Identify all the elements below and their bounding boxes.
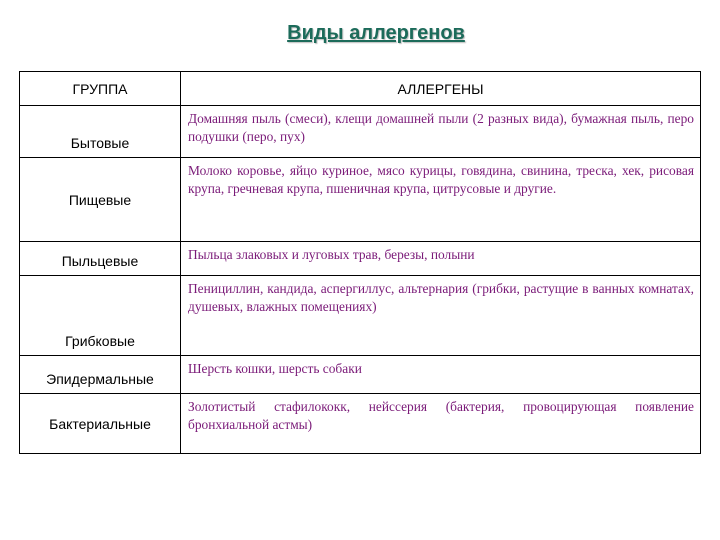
allergens-cell: Золотистый стафилококк, нейссерия (бактерия, провоцирующая появление бронхиальной астмы) [181, 394, 701, 454]
header-group: ГРУППА [20, 72, 181, 106]
table-row [20, 394, 701, 454]
allergens-cell: Пыльца злаковых и луговых трав, березы, полыни [181, 242, 701, 276]
allergens-cell: Шерсть кошки, шерсть собаки [181, 356, 701, 394]
table-row [20, 356, 701, 394]
group-cell: Грибковые [20, 276, 181, 356]
group-cell: Бактериальные [20, 394, 181, 454]
table-header-row [20, 72, 701, 106]
table-row [20, 106, 701, 158]
page-title: Виды аллергенов [287, 22, 465, 44]
allergens-cell: Домашняя пыль (смеси), клещи домашней пыли (2 разных вида), бумажная пыль, перо подушки (перо, пух) [181, 106, 701, 158]
table-row [20, 158, 701, 242]
group-cell: Пищевые [20, 158, 181, 242]
allergens-table [19, 71, 701, 454]
allergens-cell: Пенициллин, кандида, аспергиллус, альтернария (грибки, растущие в ванных комнатах, душевых, влажных помещениях) [181, 276, 701, 356]
group-cell: Эпидермальные [20, 356, 181, 394]
group-cell: Бытовые [20, 106, 181, 158]
header-allergens: АЛЛЕРГЕНЫ [181, 72, 701, 106]
table-row [20, 242, 701, 276]
allergens-cell: Молоко коровье, яйцо куриное, мясо курицы, говядина, свинина, треска, хек, рисовая крупа, гречневая крупа, пшеничная крупа, цитрусовые и другие. [181, 158, 701, 242]
table-row [20, 276, 701, 356]
group-cell: Пыльцевые [20, 242, 181, 276]
